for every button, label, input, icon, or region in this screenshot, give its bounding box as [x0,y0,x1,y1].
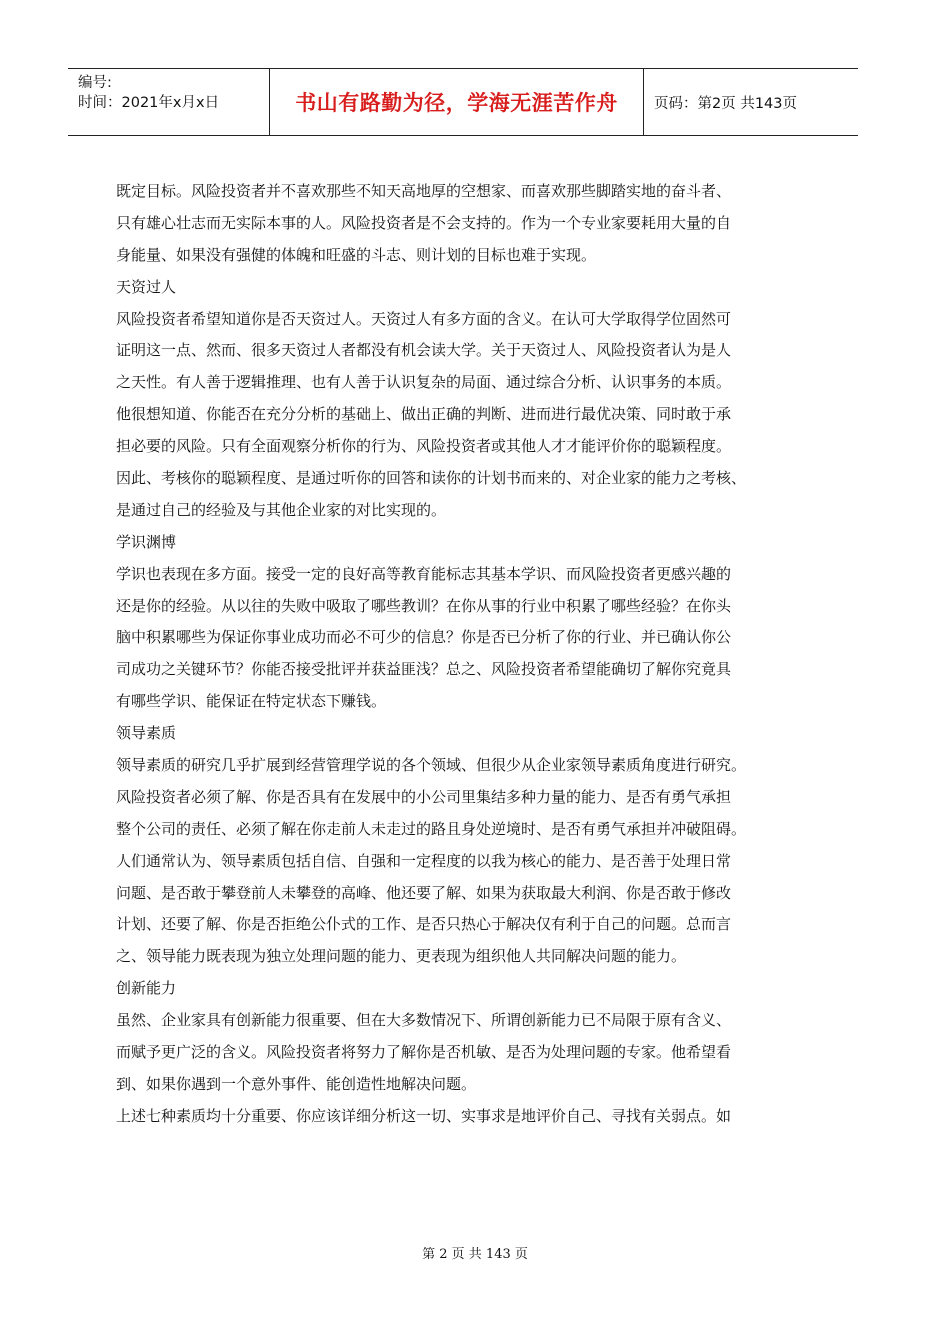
body-line: 因此、考核你的聪颖程度、是通过听你的回答和读你的计划书而来的、对企业家的能力之考核、 [116,469,747,488]
body-line: 只有雄心壮志而无实际本事的人。风险投资者是不会支持的。作为一个专业家要耗用大量的自 [116,213,732,232]
time-label: 时间：2021年x月x日 [78,95,220,111]
body-line: 学识渊博 [116,532,177,551]
body-line: 风险投资者必须了解、你是否具有在发展中的小公司里集结多种力量的能力、是否有勇气承担 [116,787,732,806]
body-line: 领导素质 [116,724,177,743]
header-page-info: 页码：第2页 共143页 [654,95,798,112]
body-line: 身能量、如果没有强健的体魄和旺盛的斗志、则计划的目标也难于实现。 [116,245,597,264]
document-body [116,176,828,1133]
body-line: 之、领导能力既表现为独立处理问题的能力、更表现为组织他人共同解决问题的能力。 [116,947,687,966]
page-footer: 第 2 页 共 143 页 [422,1247,528,1262]
body-line: 而赋予更广泛的含义。风险投资者将努力了解你是否机敏、是否为处理问题的专家。他希望看 [116,1043,732,1062]
body-line: 学识也表现在多方面。接受一定的良好高等教育能标志其基本学识、而风险投资者更感兴趣的 [116,564,732,583]
body-line: 问题、是否敢于攀登前人未攀登的高峰、他还要了解、如果为获取最大利润、你是否敢于修改 [116,883,732,902]
body-line: 还是你的经验。从以往的失败中吸取了哪些教训？在你从事的行业中积累了哪些经验？在你头 [116,596,732,615]
body-line: 整个公司的责任、必须了解在你走前人未走过的路且身处逆境时、是否有勇气承担并冲破阻碍。 [116,819,747,838]
body-line: 担必要的风险。只有全面观察分析你的行为、风险投资者或其他人才才能评价你的聪颖程度。 [116,437,732,456]
body-line: 既定目标。风险投资者并不喜欢那些不知天高地厚的空想家、而喜欢那些脚踏实地的奋斗者、 [116,182,732,200]
body-line: 有哪些学识、能保证在特定状态下赚钱。 [116,692,387,711]
body-line: 领导素质的研究几乎扩展到经营管理学说的各个领域、但很少从企业家领导素质角度进行研究。 [116,756,747,775]
body-line: 人们通常认为、领导素质包括自信、自强和一定程度的以我为核心的能力、是否善于处理日常 [116,851,732,870]
body-line: 创新能力 [116,979,177,998]
body-line: 天资过人 [116,277,177,296]
header-meta-cell [68,69,270,135]
body-line: 计划、还要了解、你是否拒绝公仆式的工作、是否只热心于解决仅有利于自己的问题。总而言 [116,915,732,934]
body-line: 是通过自己的经验及与其他企业家的对比实现的。 [116,500,447,519]
body-line: 他很想知道、你能否在充分分析的基础上、做出正确的判断、进而进行最优决策、同时敢于承 [116,405,732,424]
header-motto: 书山有路勤为径，学海无涯苦作舟 [270,69,644,135]
page-header [68,68,858,136]
body-line: 脑中积累哪些为保证你事业成功而必不可少的信息？你是否已分析了你的行业、并已确认你公 [116,628,732,647]
body-line: 虽然、企业家具有创新能力很重要、但在大多数情况下、所谓创新能力已不局限于原有含义、 [116,1011,732,1030]
body-line: 风险投资者希望知道你是否天资过人。天资过人有多方面的含义。在认可大学取得学位固然可 [116,309,732,328]
serial-number-label: 编号: [78,75,112,91]
body-line: 到、如果你遇到一个意外事件、能创造性地解决问题。 [116,1074,477,1093]
body-line: 之天性。有人善于逻辑推理、也有人善于认识复杂的局面、通过综合分析、认识事务的本质。 [116,373,732,392]
body-line: 上述七种素质均十分重要、你应该详细分析这一切、实事求是地评价自己、寻找有关弱点。如 [116,1106,732,1125]
body-line: 证明这一点、然而、很多天资过人者都没有机会读大学。关于天资过人、风险投资者认为是人 [116,341,732,360]
body-line: 司成功之关键环节？你能否接受批评并获益匪浅？总之、风险投资者希望能确切了解你究竟具 [116,660,732,679]
